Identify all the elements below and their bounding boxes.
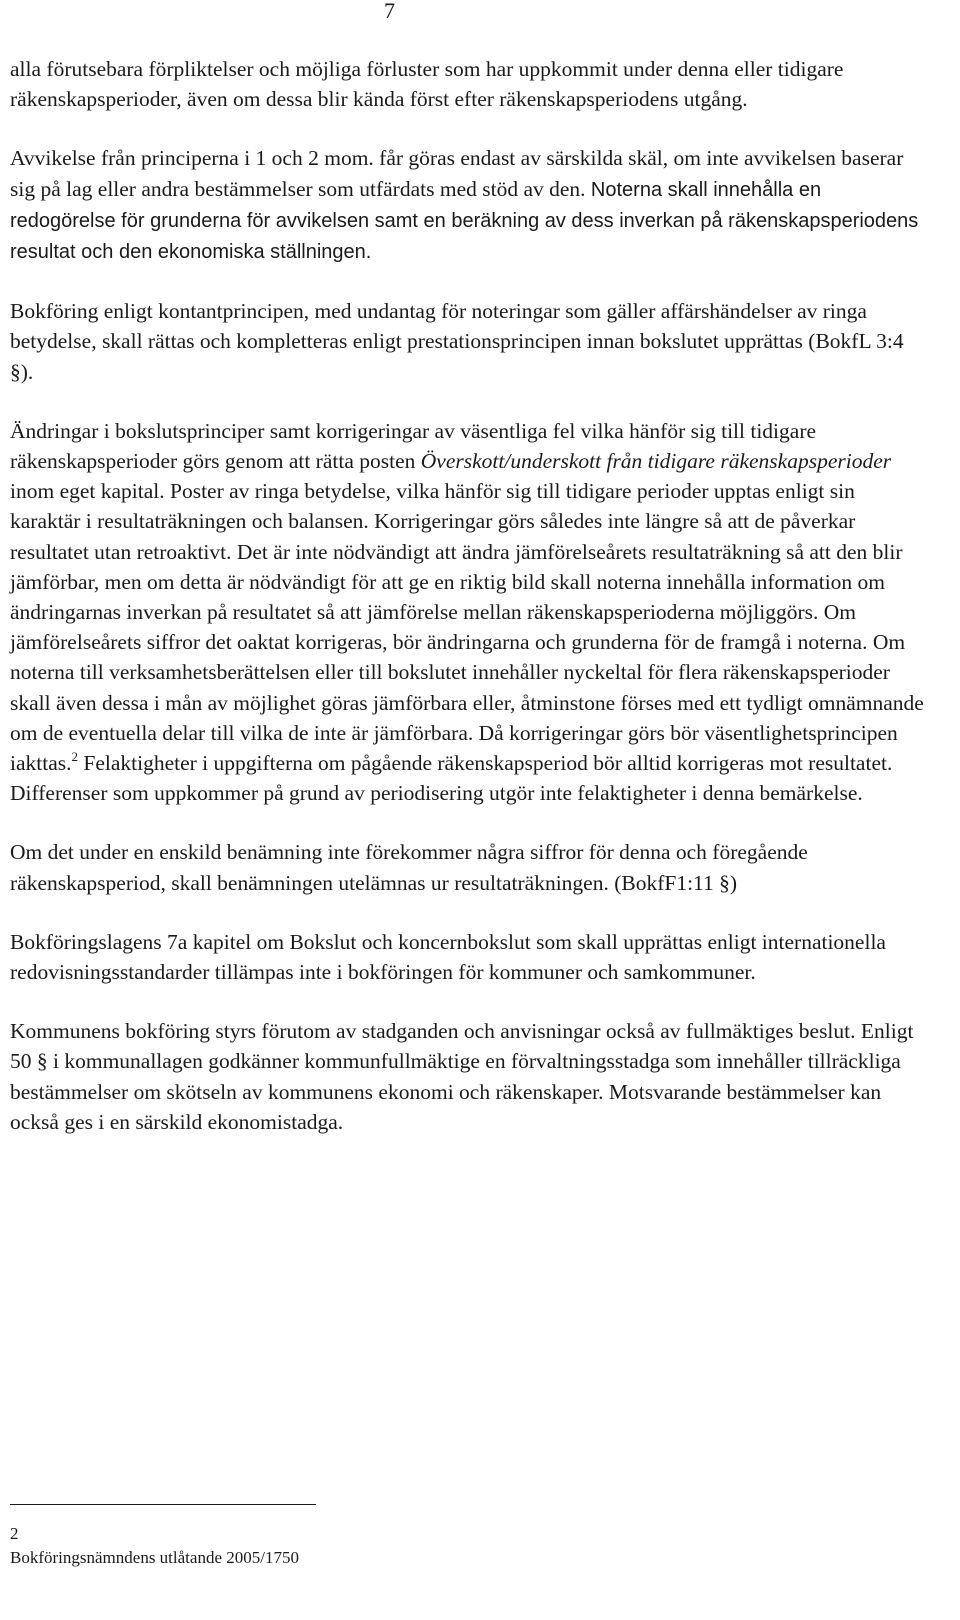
footnote-reference[interactable]: 2 <box>71 749 78 765</box>
body-text <box>10 54 926 1137</box>
paragraph-4-part-3: Felaktigheter i uppgifterna om pågående räkenskapsperiod bör alltid korrigeras mot resultatet. Differenser som uppkommer på grund av periodisering utgör inte felaktigheter i denna bemärkelse. <box>10 751 893 806</box>
footnote-number: 2 <box>10 1524 19 1543</box>
paragraph-6: Bokföringslagens 7a kapitel om Bokslut och koncernbokslut som skall upprättas enligt internationella redovisningsstandarder tillämpas inte i bokföringen för kommuner och samkommuner. <box>10 929 886 985</box>
paragraph-5: Om det under en enskild benämning inte förekommer några siffror för denna och föregående räkenskapsperiod, skall benämningen utelämnas ur resultaträkningen. (BokfF1:11 §) <box>10 840 808 895</box>
paragraph-2 <box>10 143 926 267</box>
footnote <box>10 1522 299 1570</box>
paragraph-2-part-2: Noterna skall innehålla en redogörelse för grunderna för avvikelsen samt en beräkning av dess inverkan på räkenskapsperiodens resultat och den ekonomiska ställningen. <box>10 178 919 264</box>
paragraph-7: Kommunens bokföring styrs förutom av stadganden och anvisningar också av fullmäktiges beslut. Enligt 50 § i kommunallagen godkänner kommunfullmäktige en förvaltningsstadga som innehåller tillräckliga bestämmelser om skötseln av kommunens ekonomi och räkenskaper. Motsvarande bestämmelser kan också ges i en särskild ekonomistadga. <box>10 1019 914 1134</box>
paragraph-2-part-1: Avvikelse från principerna i 1 och 2 mom. får göras endast av särskilda skäl, om inte avvikelsen baserar sig på lag eller andra bestämmelser som utfärdats med stöd av den. <box>10 146 904 201</box>
paragraph-4-part-2: inom eget kapital. Poster av ringa betydelse, vilka hänför sig till tidigare perioder upptas enligt sin karaktär i resultaträkningen och balansen. Korrigeringar görs således inte längre så att de påverkar resultatet utan retroaktivt. Det är inte nödvändigt att ändra jämförelseårets resultaträkning så att den blir jämförbar, men om detta är nödvändigt för att ge en riktig bild skall noterna innehålla information om ändringarnas inverkan på resultatet så att jämförelse mellan räkenskapsperioderna möjliggörs. Om jämförelseårets siffror det oaktat korrigeras, bör ändringarna och grunderna för de framgå i noterna. Om noterna till verksamhetsberättelsen eller till bokslutet innehåller nyckeltal för flera räkenskapsperioder skall även dessa i mån av möjlighet göras jämförbara eller, åtminstone förses med ett tydligt omnämnande om de eventuella delar till vilka de inte är jämförbara. Då korrigeringar görs bör väsentlighetsprincipen iakttas. <box>10 479 924 776</box>
paragraph-3: Bokföring enligt kontantprincipen, med undantag för noteringar som gäller affärshändelser av ringa betydelse, skall rättas och kompletteras enligt prestationsprincipen innan bokslutet upprättas (BokfL 3:4 §). <box>10 299 904 384</box>
page-number: 7 <box>384 0 395 23</box>
footnote-text: Bokföringsnämndens utlåtande 2005/1750 <box>10 1548 299 1567</box>
paragraph-4 <box>10 416 926 809</box>
paragraph-4-italic-term: Överskott/underskott från tidigare räkenskapsperioder <box>420 449 892 474</box>
paragraph-1: alla förutsebara förpliktelser och möjliga förluster som har uppkommit under denna eller tidigare räkenskapsperioder, även om dessa blir kända först efter räkenskapsperiodens utgång. <box>10 57 844 112</box>
paragraph-4-part-1: Ändringar i bokslutsprinciper samt korrigeringar av väsentliga fel vilka hänför sig till tidigare räkenskapsperioder görs genom att rätta posten <box>10 418 817 474</box>
footnote-divider <box>10 1504 316 1505</box>
